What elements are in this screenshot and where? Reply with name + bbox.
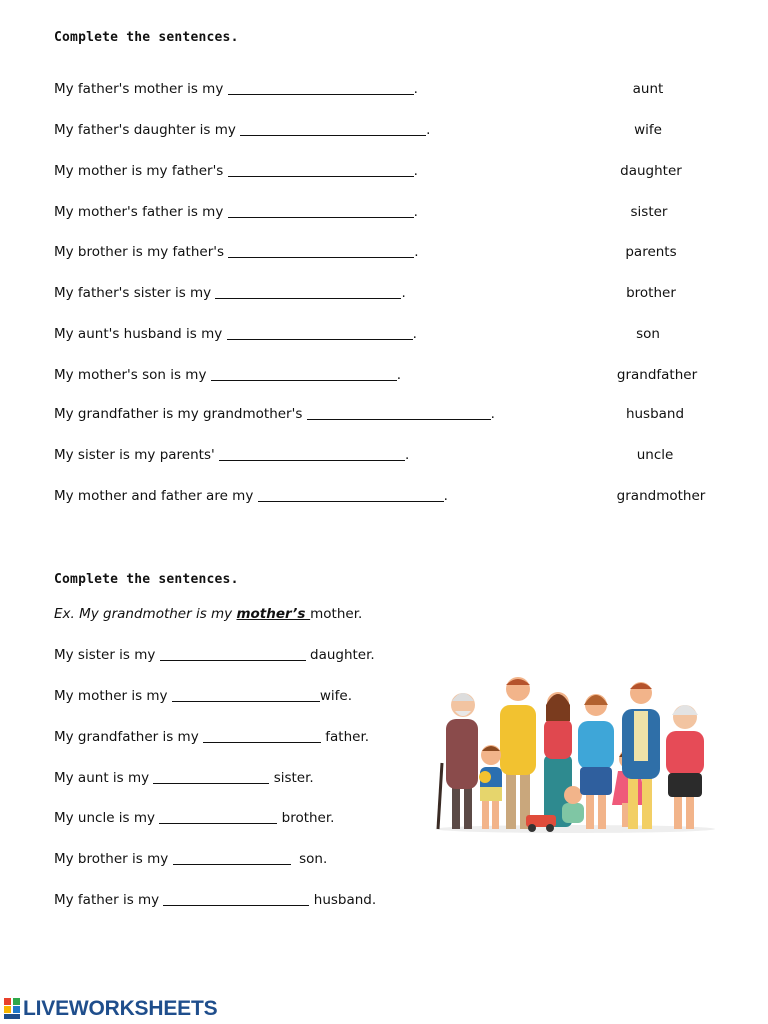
sentence-17 <box>54 850 327 868</box>
word-bank-item: brother <box>626 285 676 301</box>
sentence-text: My mother's son is my <box>54 367 211 383</box>
answer-blank[interactable] <box>228 80 414 95</box>
sentence-10 <box>54 446 409 464</box>
section1-heading: Complete the sentences. <box>54 30 239 45</box>
answer-blank[interactable] <box>228 243 414 258</box>
grandfather-figure <box>438 693 478 829</box>
sentence-7 <box>54 325 417 343</box>
liveworksheets-logo-icon <box>4 998 20 1020</box>
sentence-text: My father is my <box>54 892 164 908</box>
answer-blank[interactable] <box>159 809 277 824</box>
sentence-text: My mother is my father's <box>54 163 228 179</box>
sentence-end: . <box>404 447 410 463</box>
word-bank-item: uncle <box>636 447 674 463</box>
example-answer: mother’s <box>236 606 311 622</box>
sentence-end: . <box>396 367 402 383</box>
answer-blank[interactable] <box>153 769 269 784</box>
sentence-text: My father's mother is my <box>54 81 228 97</box>
answer-blank[interactable] <box>228 162 414 177</box>
sentence-end: . <box>414 244 419 260</box>
example-prefix: Ex. My grandmother is my <box>54 606 237 622</box>
word-bank-item: wife <box>634 122 662 138</box>
answer-blank[interactable] <box>215 284 401 299</box>
sentence-text: My brother is my <box>54 851 173 867</box>
answer-blank[interactable] <box>228 203 414 218</box>
sentence-text: My sister is my <box>54 647 160 663</box>
footer-brand-text: LIVEWORKSHEETS <box>23 997 218 1020</box>
sentence-5 <box>54 243 419 261</box>
sentence-13 <box>54 687 352 705</box>
sentence-6 <box>54 284 406 302</box>
sentence-8 <box>54 366 401 384</box>
sentence-text: My mother is my <box>54 688 172 704</box>
sentence-end: father. <box>320 729 370 745</box>
sentence-end: husband. <box>309 892 377 908</box>
sentence-text: My brother is my father's <box>54 244 229 260</box>
answer-blank[interactable] <box>160 646 306 661</box>
sentence-14 <box>54 728 369 746</box>
sentence-end: . <box>413 163 418 179</box>
sentence-end: . <box>426 122 431 138</box>
answer-blank[interactable] <box>163 891 309 906</box>
sentence-end: . <box>413 204 418 220</box>
sentence-18 <box>54 891 376 909</box>
sentence-12 <box>54 646 375 664</box>
boy-figure <box>479 745 502 829</box>
sentence-text: My aunt's husband is my <box>54 326 227 342</box>
sentence-end: daughter. <box>305 647 375 663</box>
sentence-text: My grandfather is my grandmother's <box>54 406 307 422</box>
word-bank-item: sister <box>630 204 668 220</box>
family-illustration <box>430 675 720 835</box>
word-bank-item: parents <box>625 244 677 260</box>
answer-blank[interactable] <box>173 850 291 865</box>
sentence-end: . <box>401 285 406 301</box>
section2-heading: Complete the sentences. <box>54 572 239 587</box>
sentence-text: My mother and father are my <box>54 488 258 504</box>
sentence-end: . <box>490 406 495 422</box>
sentence-9 <box>54 405 495 423</box>
sentence-end: . <box>443 488 448 504</box>
sentence-2 <box>54 121 430 139</box>
sentence-1 <box>54 80 418 98</box>
answer-blank[interactable] <box>219 446 405 461</box>
word-bank-item: son <box>636 326 660 342</box>
sentence-text: My grandfather is my <box>54 729 203 745</box>
answer-blank[interactable] <box>307 405 491 420</box>
answer-blank[interactable] <box>203 728 321 743</box>
word-bank-item: grandmother <box>616 488 706 504</box>
sentence-end: son. <box>290 851 328 867</box>
sentence-16 <box>54 809 334 827</box>
answer-blank[interactable] <box>240 121 426 136</box>
sentence-end: brother. <box>277 810 335 826</box>
sentence-end: sister. <box>269 770 314 786</box>
grandmother-figure <box>666 705 704 829</box>
sentence-text: My father's sister is my <box>54 285 216 301</box>
word-bank-item: daughter <box>620 163 682 179</box>
sentence-11 <box>54 487 448 505</box>
answer-blank[interactable] <box>227 325 413 340</box>
example-suffix: mother. <box>310 606 363 622</box>
sentence-end: . <box>412 326 417 342</box>
footer-brand[interactable] <box>4 996 217 1022</box>
sentence-text: My aunt is my <box>54 770 154 786</box>
sentence-text: My sister is my parents' <box>54 447 219 463</box>
word-bank-item: aunt <box>632 81 664 97</box>
sentence-end: . <box>413 81 418 97</box>
father-figure <box>500 677 536 829</box>
answer-blank[interactable] <box>211 366 397 381</box>
word-bank-item: grandfather <box>616 367 698 383</box>
answer-blank[interactable] <box>172 687 320 702</box>
answer-blank[interactable] <box>258 487 444 502</box>
sentence-3 <box>54 162 418 180</box>
word-bank-item: husband <box>625 406 685 422</box>
sentence-text: My uncle is my <box>54 810 160 826</box>
sentence-15 <box>54 769 314 787</box>
sentence-end: wife. <box>319 688 352 704</box>
example-sentence <box>54 605 362 623</box>
sentence-4 <box>54 203 418 221</box>
sentence-text: My father's daughter is my <box>54 122 241 138</box>
sentence-text: My mother's father is my <box>54 204 228 220</box>
